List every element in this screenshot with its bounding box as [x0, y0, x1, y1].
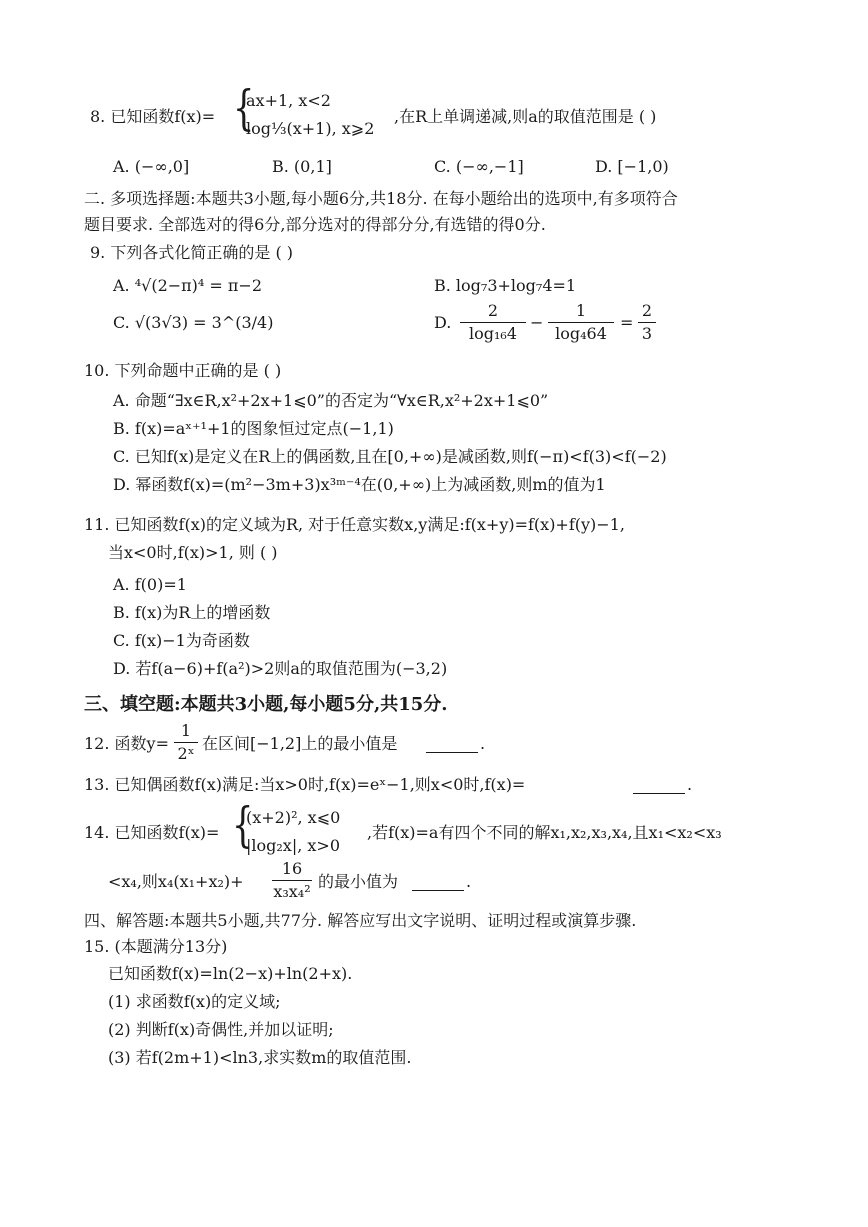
- q14-case2: |log₂x|, x>0: [246, 836, 340, 855]
- q10-option-d: D. 幂函数f(x)=(m²−3m+3)x³ᵐ⁻⁴在(0,+∞)上为减函数,则m的值为1: [113, 475, 606, 494]
- q14-frac-bar: [272, 880, 312, 881]
- q9-d-frac3-num: 2: [641, 301, 653, 320]
- q15-part1: (1) 求函数f(x)的定义域;: [108, 992, 281, 1011]
- q11-option-a: A. f(0)=1: [113, 575, 187, 594]
- q9-option-b: B. log₇3+log₇4=1: [434, 276, 577, 295]
- q14-answer-blank[interactable]: [412, 874, 464, 891]
- q14-frac-den: x₃x₄²: [273, 882, 311, 901]
- q12-suffix: 在区间[−1,2]上的最小值是: [202, 734, 398, 753]
- q14-line2-prefix: <x₄,则x₄(x₁+x₂)+: [108, 872, 244, 891]
- q14-prefix: 14. 已知函数f(x)=: [84, 823, 220, 842]
- q8-option-d: D. [−1,0): [595, 157, 669, 176]
- q11-option-b: B. f(x)为R上的增函数: [113, 603, 271, 622]
- q11-line2: 当x<0时,f(x)>1, 则 ( ): [108, 543, 278, 562]
- q15-part3: (3) 若f(2m+1)<ln3,求实数m的取值范围.: [108, 1048, 412, 1067]
- q14-suffix: ,若f(x)=a有四个不同的解x₁,x₂,x₃,x₄,且x₁<x₂<x₃: [367, 823, 722, 842]
- q14-end: .: [466, 872, 472, 891]
- q8-option-b: B. (0,1]: [272, 157, 332, 176]
- q9-d-frac2-num: 1: [575, 301, 587, 320]
- q10-stem: 10. 下列命题中正确的是 ( ): [84, 361, 282, 380]
- q9-d-minus: −: [530, 313, 544, 332]
- q9-d-frac2-bar: [548, 322, 614, 323]
- q9-d-frac3-bar: [638, 322, 656, 323]
- q8-suffix: ,在R上单调递减,则a的取值范围是 ( ): [394, 107, 657, 126]
- q14-case1: (x+2)², x⩽0: [246, 808, 341, 827]
- q12-end: .: [480, 734, 486, 753]
- q10-option-c: C. 已知f(x)是定义在R上的偶函数,且在[0,+∞)是减函数,则f(−π)<f(3)<f(−2): [113, 447, 667, 466]
- q9-stem: 9. 下列各式化简正确的是 ( ): [90, 243, 294, 262]
- q9-option-a: A. ⁴√(2−π)⁴ = π−2: [113, 276, 263, 295]
- q12-frac-den: 2ˣ: [177, 744, 195, 763]
- q12-frac-bar: [174, 742, 198, 743]
- q9-d-frac1-num: 2: [487, 301, 499, 320]
- q13-text: 13. 已知偶函数f(x)满足:当x>0时,f(x)=eˣ−1,则x<0时,f(x)=: [84, 775, 526, 794]
- q9-d-frac2-den: log₄64: [555, 324, 607, 343]
- q10-option-b: B. f(x)=aˣ⁺¹+1的图象恒过定点(−1,1): [113, 419, 394, 438]
- section2-line1: 二. 多项选择题:本题共3小题,每小题6分,共18分. 在每小题给出的选项中,有多项符合: [84, 189, 678, 208]
- q9-d-equals: =: [620, 313, 634, 332]
- q9-d-frac1-bar: [460, 322, 526, 323]
- q11-line1: 11. 已知函数f(x)的定义域为R, 对于任意实数x,y满足:f(x+y)=f(x)+f(y)−1,: [84, 515, 625, 534]
- section3-title: 三、填空题:本题共3小题,每小题5分,共15分.: [84, 694, 448, 715]
- q8-option-c: C. (−∞,−1]: [434, 157, 524, 176]
- q8-case1: ax+1, x<2: [246, 91, 331, 110]
- section4-title: 四、解答题:本题共5小题,共77分. 解答应写出文字说明、证明过程或演算步骤.: [84, 911, 637, 930]
- q15-head: 15. (本题满分13分): [84, 937, 228, 956]
- q12-answer-blank[interactable]: [426, 736, 478, 753]
- q14-frac-num: 16: [281, 859, 303, 878]
- q12-frac-num: 1: [180, 721, 192, 740]
- q8-option-a: A. (−∞,0]: [113, 157, 190, 176]
- section2-line2: 题目要求. 全部选对的得6分,部分选对的得部分分,有选错的得0分.: [84, 215, 546, 234]
- q8-prefix: 8. 已知函数f(x)=: [90, 107, 216, 126]
- q11-option-c: C. f(x)−1为奇函数: [113, 631, 250, 650]
- q10-option-a: A. 命题“∃x∈R,x²+2x+1⩽0”的否定为“∀x∈R,x²+2x+1⩽0”: [113, 391, 549, 410]
- q15-part2: (2) 判断f(x)奇偶性,并加以证明;: [108, 1020, 334, 1039]
- q9-d-frac1-den: log₁₆4: [469, 324, 517, 343]
- q13-end: .: [687, 775, 693, 794]
- q14-brace: {: [232, 797, 254, 853]
- q8-brace: {: [233, 80, 255, 136]
- q11-option-d: D. 若f(a−6)+f(a²)>2则a的取值范围为(−3,2): [113, 659, 448, 678]
- q9-option-d-label: D.: [434, 313, 452, 332]
- q12-prefix: 12. 函数y=: [84, 734, 169, 753]
- q13-answer-blank[interactable]: [633, 777, 685, 794]
- q9-d-frac3-den: 3: [641, 324, 653, 343]
- q9-option-c: C. √(3√3) = 3^(3/4): [113, 313, 274, 332]
- q15-stem: 已知函数f(x)=ln(2−x)+ln(2+x).: [108, 964, 353, 983]
- q14-line2-suffix: 的最小值为: [318, 872, 399, 891]
- q8-case2: log⅓(x+1), x⩾2: [246, 119, 375, 138]
